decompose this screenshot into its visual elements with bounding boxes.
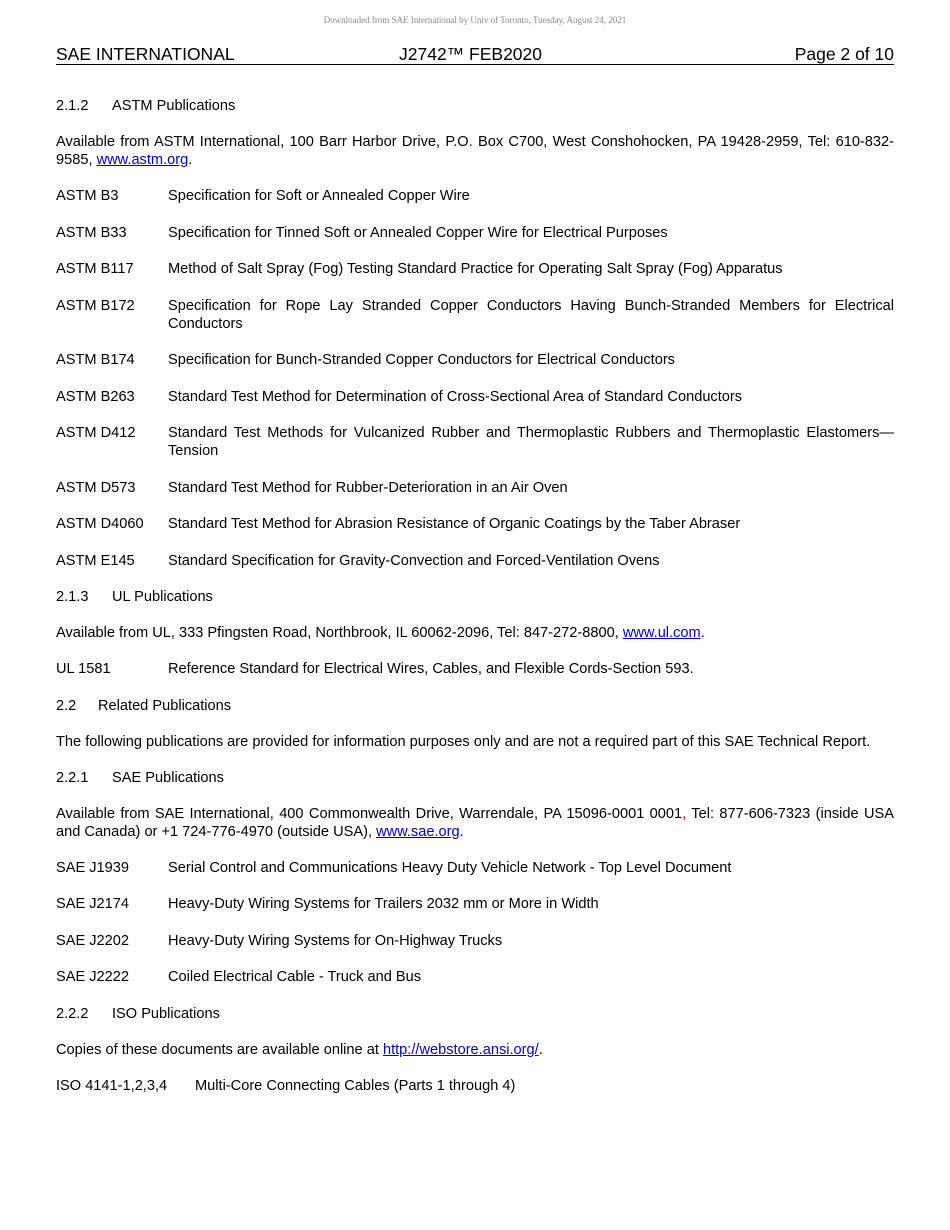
period: . [459,823,464,840]
section-number: 2.2.2 [56,1005,89,1022]
reference-title: Standard Test Method for Rubber-Deterioration in an Air Oven [168,479,568,496]
reference-title: Reference Standard for Electrical Wires, Cables, and Flexible Cords-Section 593. [168,661,694,677]
reference-title: Serial Control and Communications Heavy Duty Vehicle Network - Top Level Document [168,859,732,876]
reference-title: Standard Test Method for Determination of Cross-Sectional Area of Standard Conductors [168,388,743,405]
reference-title: Heavy-Duty Wiring Systems for Trailers 2032 mm or More in Width [168,896,599,912]
availability-text: Available from ASTM International, 100 Barr Harbor Drive, P.O. Box C700, West Conshohocken, PA 19428-2959, Tel: 610-832-9585, [56,134,894,168]
section-number: 2.2.1 [56,769,89,786]
sae-availability [56,805,894,841]
section-number: 2.2 [56,697,77,714]
reference-code: ASTM B33 [56,224,127,241]
reference-code: SAE J2222 [56,969,130,985]
highlighted-comma: , [682,805,687,822]
astm-availability [56,133,894,169]
availability-text: Tel: 877-606-7323 (inside USA and Canada) or +1 724-776-4970 (outside USA), [56,805,894,840]
reference-code: ASTM D412 [56,425,136,441]
reference-item [56,260,894,278]
reference-code: UL 1581 [56,661,111,677]
reference-item [56,515,894,533]
reference-code: ASTM B263 [56,388,135,405]
reference-code: ASTM D4060 [56,516,144,532]
reference-item [56,297,894,333]
section-title: ASTM Publications [112,98,236,114]
section-heading-astm [56,97,894,115]
section-heading-related [56,697,894,715]
reference-item [56,1077,894,1095]
ansi-webstore-link[interactable]: http://webstore.ansi.org/ [382,1041,539,1058]
reference-code: ASTM B117 [56,261,134,277]
reference-title: Specification for Tinned Soft or Annealed Copper Wire for Electrical Purposes [168,224,668,241]
reference-item [56,187,894,205]
sae-link[interactable]: www.sae.org [376,823,460,840]
ul-link[interactable]: www.ul.com [622,625,701,641]
period: . [700,625,705,641]
reference-item [56,388,894,406]
reference-code: ASTM D573 [56,479,136,496]
reference-code: ASTM B172 [56,297,135,314]
reference-title: Coiled Electrical Cable - Truck and Bus [168,969,422,985]
ul-availability [56,624,894,642]
reference-title: Multi-Core Connecting Cables (Parts 1 through 4) [195,1077,516,1094]
reference-title: Heavy-Duty Wiring Systems for On-Highway Trucks [168,932,503,949]
section-title: ISO Publications [112,1005,220,1022]
reference-item [56,479,894,497]
iso-availability [56,1041,894,1059]
reference-title: Method of Salt Spray (Fog) Testing Standard Practice for Operating Salt Spray (Fog) Apparatus [168,261,783,277]
reference-item [56,895,894,913]
related-description: The following publications are provided for information purposes only and are not a required part of this SAE Technical Report. [56,733,871,750]
reference-item [56,932,894,950]
reference-title: Specification for Bunch-Stranded Copper Conductors for Electrical Conductors [168,352,675,368]
astm-link[interactable]: www.astm.org [96,152,189,168]
reference-code: ASTM B174 [56,352,135,368]
reference-code: SAE J2174 [56,896,130,912]
reference-item [56,660,894,678]
reference-code: ASTM E145 [56,552,135,569]
reference-item [56,859,894,877]
availability-text: Available from SAE International, 400 Commonwealth Drive, Warrendale, PA 15096-0001 0001 [56,805,683,822]
section-heading-iso [56,1005,894,1023]
reference-item [56,424,894,460]
period: . [538,1041,543,1058]
section-heading-ul [56,588,894,606]
document-body [56,97,894,1113]
availability-text: Available from UL, 333 Pfingsten Road, Northbrook, IL 60062-2096, Tel: 847-272-8800, [56,625,623,641]
reference-item [56,351,894,369]
header-page-number: Page 2 of 10 [794,44,894,64]
reference-code: ISO 4141-1,2,3,4 [56,1077,168,1094]
reference-title: Standard Test Method for Abrasion Resistance of Organic Coatings by the Taber Abraser [168,516,741,532]
period: . [188,152,193,168]
reference-title: Standard Test Methods for Vulcanized Rubber and Thermoplastic Rubbers and Thermoplastic Elastomers—Tension [168,425,894,459]
reference-item [56,552,894,570]
section-number: 2.1.2 [56,98,89,114]
reference-code: ASTM B3 [56,188,119,204]
section-title: UL Publications [112,589,213,605]
availability-text: Copies of these documents are available online at [56,1041,383,1058]
reference-title: Specification for Soft or Annealed Copper Wire [168,188,470,204]
reference-code: SAE J1939 [56,859,130,876]
header-doc-id: J2742™ FEB2020 [399,44,543,64]
reference-item [56,968,894,986]
page-header [56,44,894,65]
download-watermark: Downloaded from SAE International by Univ of Toronto, Tuesday, August 24, 2021 [323,15,627,25]
reference-code: SAE J2202 [56,932,130,949]
section-title: SAE Publications [112,769,224,786]
reference-title: Standard Specification for Gravity-Convection and Forced-Ventilation Ovens [168,552,660,569]
header-org: SAE INTERNATIONAL [56,44,235,64]
section-title: Related Publications [98,697,232,714]
section-number: 2.1.3 [56,589,89,605]
section-heading-sae [56,769,894,787]
reference-title: Specification for Rope Lay Stranded Copper Conductors Having Bunch-Stranded Members for Electrical Conductors [168,297,894,332]
reference-item [56,224,894,242]
